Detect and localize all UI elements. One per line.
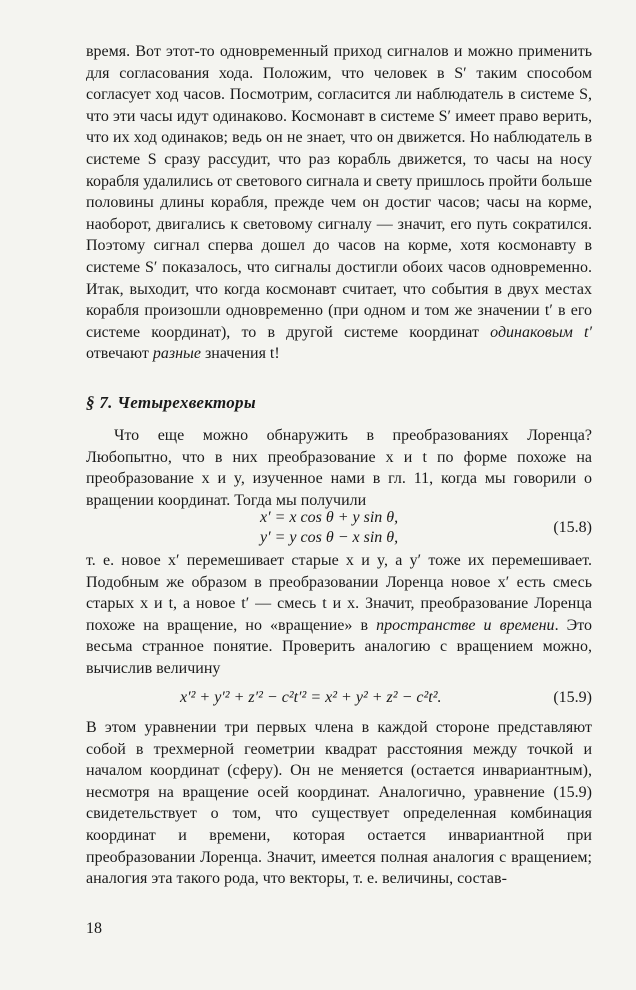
equation-line-1: x′ = x cos θ + y sin θ, (260, 509, 399, 526)
paragraph-2: Что еще можно обнаружить в преобразованиях Лоренца? Любопытно, что в них преобразование x и t по форме похоже на преобразование x и y, изученное нами в гл. 11, когда мы говорили о вращении координат. Тогда мы получили (86, 427, 592, 509)
equation-number-15-9: (15.9) (553, 689, 592, 706)
equation-line-2: y′ = y cos θ − x sin θ, (260, 529, 399, 546)
section-heading: § 7. Четырехвекторы (86, 393, 256, 412)
paragraph-3: т. е. новое x′ перемешивает старые x и y, а y′ тоже их перемешивает. Подобным же образом в преобразовании Лоренца новое x′ есть смесь старых x и t, а новое t′ — смесь t и x. Значит, преобразование Лоренца похоже на вращение, но «вращение» в пространстве и времени. Это весьма странное понятие. Проверить аналогию с вращением можно, вычислив величину (86, 552, 593, 677)
italic-space-time: пространстве и времени (376, 616, 555, 634)
italic-same: одинаковым t′ (490, 323, 592, 341)
page-number: 18 (86, 920, 102, 937)
italic-different: разные (152, 345, 201, 363)
equation-15-8 (260, 508, 398, 548)
paragraph-4: В этом уравнении три первых члена в каждой стороне представляют собой в трехмерной геометрии квадрат расстояния между точкой и началом координат (сферу). Он не меняется (остается инвариантным), несмотря на вращение осей координат. Аналогично, уравнение (15.9) свидетельствует о том, что существует определенная комбинация координат и времени, которая остается инвариантной при преобразовании Лоренца. Значит, имеется полная аналогия с вращением; аналогия эта такого рода, что векторы, т. е. величины, состав- (86, 719, 592, 888)
equation-number-15-8: (15.8) (553, 519, 592, 536)
equation-15-9: x′² + y′² + z′² − c²t′² = x² + y² + z² − c²t². (180, 689, 442, 706)
paragraph-1: время. Вот этот-то одновременный приход сигналов и можно применить для согласования хода. Положим, что человек в S′ таким способом согласует ход часов. Посмотрим, согласится ли наблюдатель в системе S, что эти часы идут одинаково. Космонавт в системе S′ имеет право верить, что их ход одинаков; ведь он не знает, что он движется. Но наблюдатель в системе S сразу рассудит, что раз корабль движется, то часы на носу корабля удалились от светового сигнала и свету пришлось пройти больше половины длины корабля, прежде чем он достиг часов; часы на корме, наоборот, двигались к световому сигналу — значит, его путь сократился. Поэтому сигнал сперва дошел до часов на корме, хотя космонавту в системе S′ показалось, что сигналы достигли обоих часов одновременно. Итак, выходит, что когда космонавт считает, что события в двух местах корабля произошли одновременно (при одном и том же значении t′ в его системе координат), то в другой системе координат одинаковым t′ отвечают разные значения t! (86, 43, 592, 363)
